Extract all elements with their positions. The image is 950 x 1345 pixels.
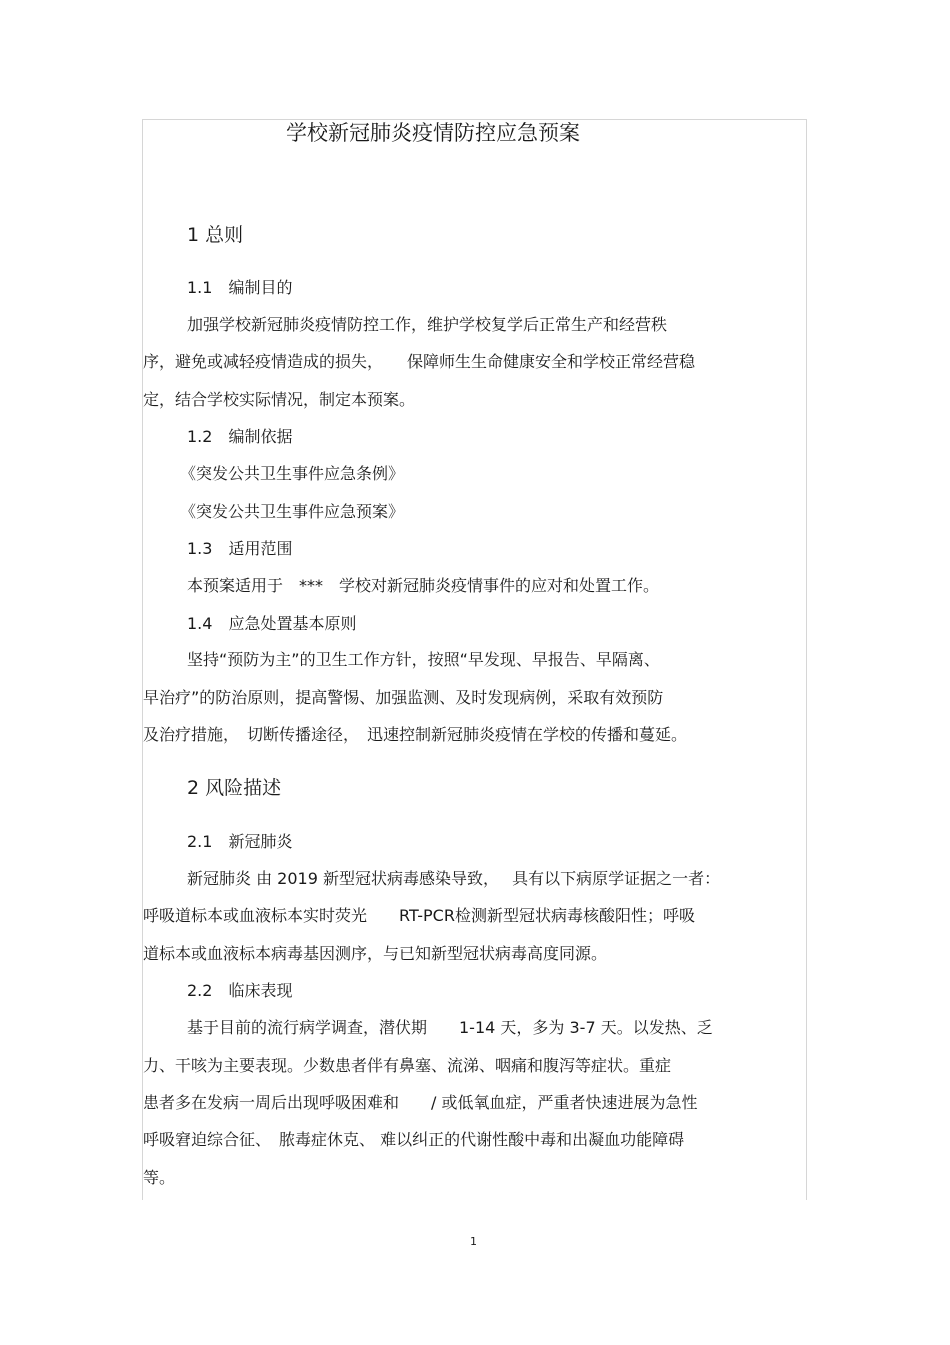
reference-line: 《突发公共卫生事件应急条例》 xyxy=(180,464,405,483)
paragraph-line: 早治疗”的防治原则，提高警惕、加强监测、及时发现病例，采取有效预防 xyxy=(143,688,664,707)
subsection-heading-clinical: 2.2 临床表现 xyxy=(187,981,293,1000)
subsection-heading-covid: 2.1 新冠肺炎 xyxy=(187,832,293,851)
paragraph-line: 本预案适用于 *** 学校对新冠肺炎疫情事件的应对和处置工作。 xyxy=(187,576,660,595)
paragraph-line: 新冠肺炎 由 2019 新型冠状病毒感染导致， 具有以下病原学证据之一者： xyxy=(187,869,721,888)
page-frame-left xyxy=(142,119,143,1200)
subsection-heading-scope: 1.3 适用范围 xyxy=(187,539,293,558)
paragraph-line: 加强学校新冠肺炎疫情防控工作，维护学校复学后正常生产和经营秩 xyxy=(187,315,668,334)
paragraph-line: 呼吸道标本或血液标本实时荧光 RT-PCR检测新型冠状病毒核酸阳性；呼吸 xyxy=(143,906,695,925)
subsection-heading-purpose: 1.1 编制目的 xyxy=(187,278,293,297)
section-heading-risk: 2 风险描述 xyxy=(187,777,282,799)
subsection-heading-principles: 1.4 应急处置基本原则 xyxy=(187,614,357,633)
paragraph-line: 基于目前的流行病学调查，潜伏期 1-14 天，多为 3-7 天。以发热、乏 xyxy=(187,1018,713,1037)
page-number: 1 xyxy=(470,1235,477,1248)
reference-line: 《突发公共卫生事件应急预案》 xyxy=(180,502,405,521)
paragraph-line: 道标本或血液标本病毒基因测序，与已知新型冠状病毒高度同源。 xyxy=(143,944,608,963)
subsection-heading-basis: 1.2 编制依据 xyxy=(187,427,293,446)
page-frame-right xyxy=(806,119,807,1200)
paragraph-line: 患者多在发病一周后出现呼吸困难和 / 或低氧血症，严重者快速进展为急性 xyxy=(143,1093,698,1112)
section-heading-general: 1 总则 xyxy=(187,224,244,246)
paragraph-line: 等。 xyxy=(143,1168,176,1187)
paragraph-line: 坚持“预防为主”的卫生工作方针，按照“早发现、早报告、早隔离、 xyxy=(187,650,660,669)
paragraph-line: 力、干咳为主要表现。少数患者伴有鼻塞、流涕、咽痛和腹泻等症状。重症 xyxy=(143,1056,672,1075)
page-frame-top xyxy=(142,119,807,120)
paragraph-line: 呼吸窘迫综合征、 脓毒症休克、 难以纠正的代谢性酸中毒和出凝血功能障碍 xyxy=(143,1130,685,1149)
paragraph-line: 及治疗措施， 切断传播途径， 迅速控制新冠肺炎疫情在学校的传播和蔓延。 xyxy=(143,725,688,744)
document-title: 学校新冠肺炎疫情防控应急预案 xyxy=(286,121,580,145)
paragraph-line: 序，避免或减轻疫情造成的损失， 保障师生生命健康安全和学校正常经营稳 xyxy=(143,352,696,371)
paragraph-line: 定，结合学校实际情况，制定本预案。 xyxy=(143,390,416,409)
